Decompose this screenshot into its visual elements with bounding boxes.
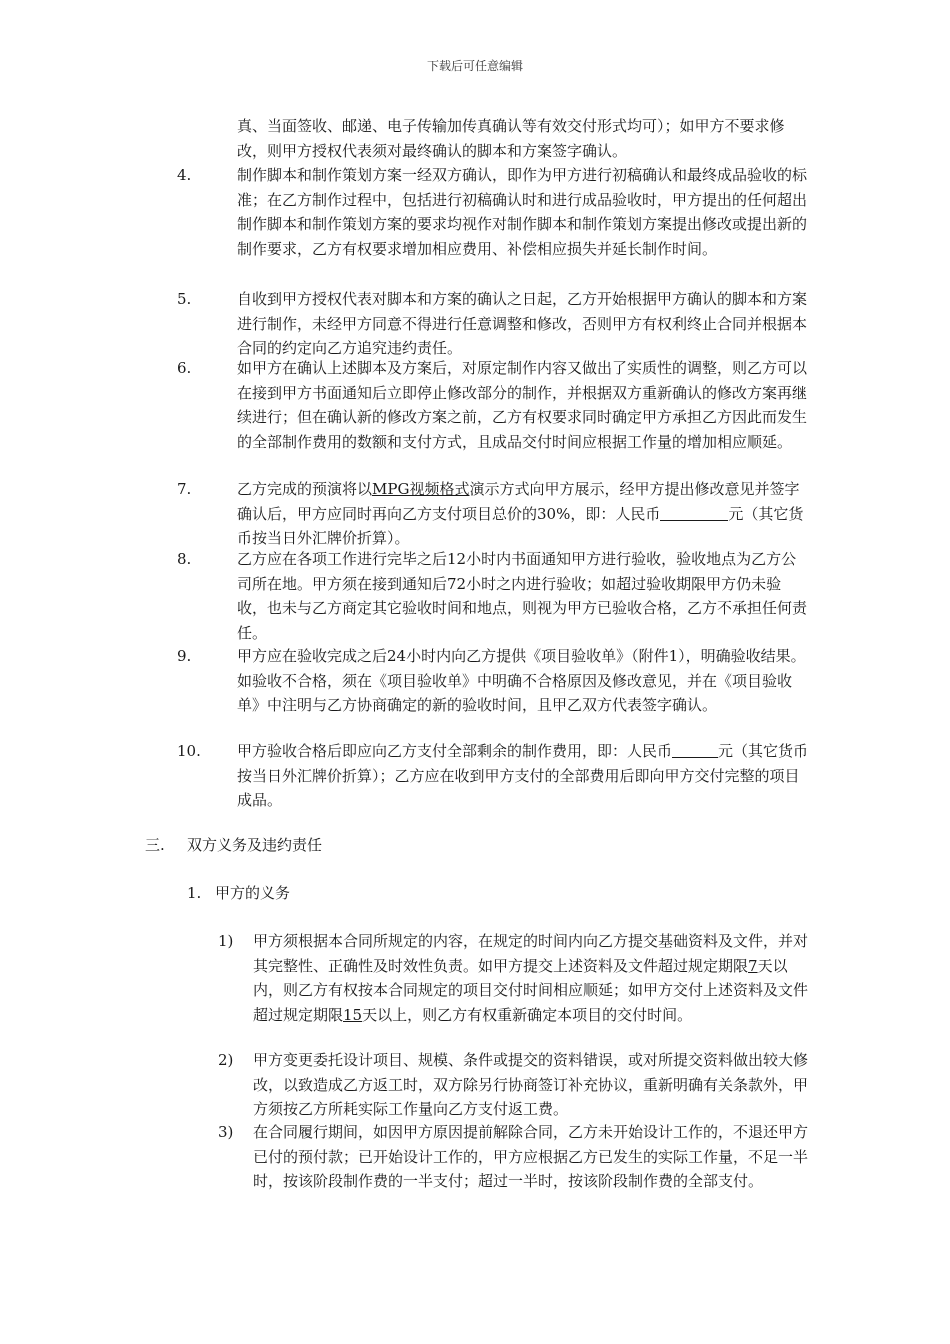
obligation-3: 在合同履行期间，如因甲方原因提前解除合同，乙方未开始设计工作的，不退还甲方已付的预付款；已开始设计工作的，甲方应根据乙方已发生的实际工作量，不足一半时，按该阶段制作费的一半支付；超过一半时，按该阶段制作费的全部支付。 — [253, 1123, 809, 1191]
paragraph-item-4: 制作脚本和制作策划方案一经双方确认，即作为甲方进行初稿确认和最终成品验收的标准；在乙方制作过程中，包括进行初稿确认时和进行成品验收时，甲方提出的任何超出制作脚本和制作策划方案的要求均视作对制作脚本和制作策划方案提出修改或提出新的制作要求，乙方有权要求增加相应费用、补偿相应损失并延长制作时间。 — [237, 166, 808, 259]
subsection-number: 1. — [187, 884, 202, 902]
deadline-days-7: 7 — [748, 956, 758, 975]
item-number: 6. — [177, 359, 192, 377]
paragraph-continued: 真、当面签收、邮递、电子传输加传真确认等有效交付形式均可）；如甲方不要求修改，则甲方授权代表须对最终确认的脚本和方案签字确认。 — [237, 117, 785, 160]
obligation-1 — [253, 929, 809, 1027]
obligation-1-text-b: 天以内，则乙方有权按本合同规定的项目交付时间相应顺延；如甲方交付上述资料及文件超过规定期限 — [253, 956, 809, 1024]
deadline-days-15: 15 — [343, 1005, 363, 1024]
amount-blank — [660, 504, 728, 521]
section-title: 双方义务及违约责任 — [187, 836, 323, 854]
paragraph-item-8: 乙方应在各项工作进行完毕之后12小时内书面通知甲方进行验收，验收地点为乙方公司所在地。甲方须在接到通知后72小时之内进行验收；如超过验收期限甲方仍未验收，也未与乙方商定其它验收时间和地点，则视为甲方已验收合格，乙方不承担任何责任。 — [237, 550, 808, 643]
paragraph-item-6: 如甲方在确认上述脚本及方案后，对原定制作内容又做出了实质性的调整，则乙方可以在接到甲方书面通知后立即停止修改部分的制作，并根据双方重新确认的修改方案再继续进行；但在确认新的修改方案之前，乙方有权要求同时确定甲方承担乙方因此而发生的全部制作费用的数额和支付方式，且成品交付时间应根据工作量的增加相应顺延。 — [237, 359, 808, 452]
page-header: 下载后可任意编辑 — [426, 59, 523, 73]
obligation-number: 1) — [218, 932, 234, 950]
obligation-1-text-a: 甲方须根据本合同所规定的内容，在规定的时间内向乙方提交基础资料及文件，并对其完整性、正确性及时效性负责。如甲方提交上述资料及文件超过规定期限 — [253, 932, 809, 975]
item-number: 9. — [177, 647, 192, 665]
item-number: 8. — [177, 550, 192, 568]
item-7-text-c: 元（其它货币按当日外汇牌价折算）。 — [237, 504, 804, 548]
obligation-number: 3) — [218, 1123, 234, 1141]
paragraph-item-7 — [237, 477, 809, 551]
item-10-text-a: 甲方验收合格后即应向乙方支付全部剩余的制作费用，即：人民币 — [237, 742, 673, 760]
item-10-text-b: 元（其它货币按当日外汇牌价折算）；乙方应在收到甲方支付的全部费用后即向甲方交付完整的项目成品。 — [237, 742, 809, 810]
item-7-text-b: 演示方式向甲方展示，经甲方提出修改意见并签字确认后，甲方应同时再向乙方支付项目总价的30%，即：人民币 — [237, 480, 800, 523]
item-7-format: MPG视频格式 — [372, 480, 470, 498]
item-number: 5. — [177, 290, 192, 308]
amount-blank — [672, 741, 718, 758]
item-number: 10. — [177, 742, 201, 760]
item-number: 7. — [177, 480, 192, 498]
section-number: 三. — [145, 836, 165, 854]
subsection-title: 甲方的义务 — [215, 884, 291, 902]
item-7-text-a: 乙方完成的预演将以 — [237, 480, 373, 498]
paragraph-item-10 — [237, 739, 809, 813]
obligation-1-text-c: 天以上，则乙方有权重新确定本项目的交付时间。 — [362, 1005, 693, 1024]
item-number: 4. — [177, 166, 192, 184]
obligation-2: 甲方变更委托设计项目、规模、条件或提交的资料错误，或对所提交资料做出较大修改，以致造成乙方返工时，双方除另行协商签订补充协议，重新明确有关条款外，甲方须按乙方所耗实际工作量向乙方支付返工费。 — [253, 1051, 809, 1119]
obligation-number: 2) — [218, 1051, 234, 1069]
paragraph-item-9: 甲方应在验收完成之后24小时内向乙方提供《项目验收单》（附件1），明确验收结果。如验收不合格，须在《项目验收单》中明确不合格原因及修改意见，并在《项目验收单》中注明与乙方协商确定的新的验收时间，且甲乙双方代表签字确认。 — [237, 647, 806, 715]
paragraph-item-5: 自收到甲方授权代表对脚本和方案的确认之日起，乙方开始根据甲方确认的脚本和方案进行制作，未经甲方同意不得进行任意调整和修改，否则甲方有权利终止合同并根据本合同的约定向乙方追究违约责任。 — [237, 290, 808, 358]
